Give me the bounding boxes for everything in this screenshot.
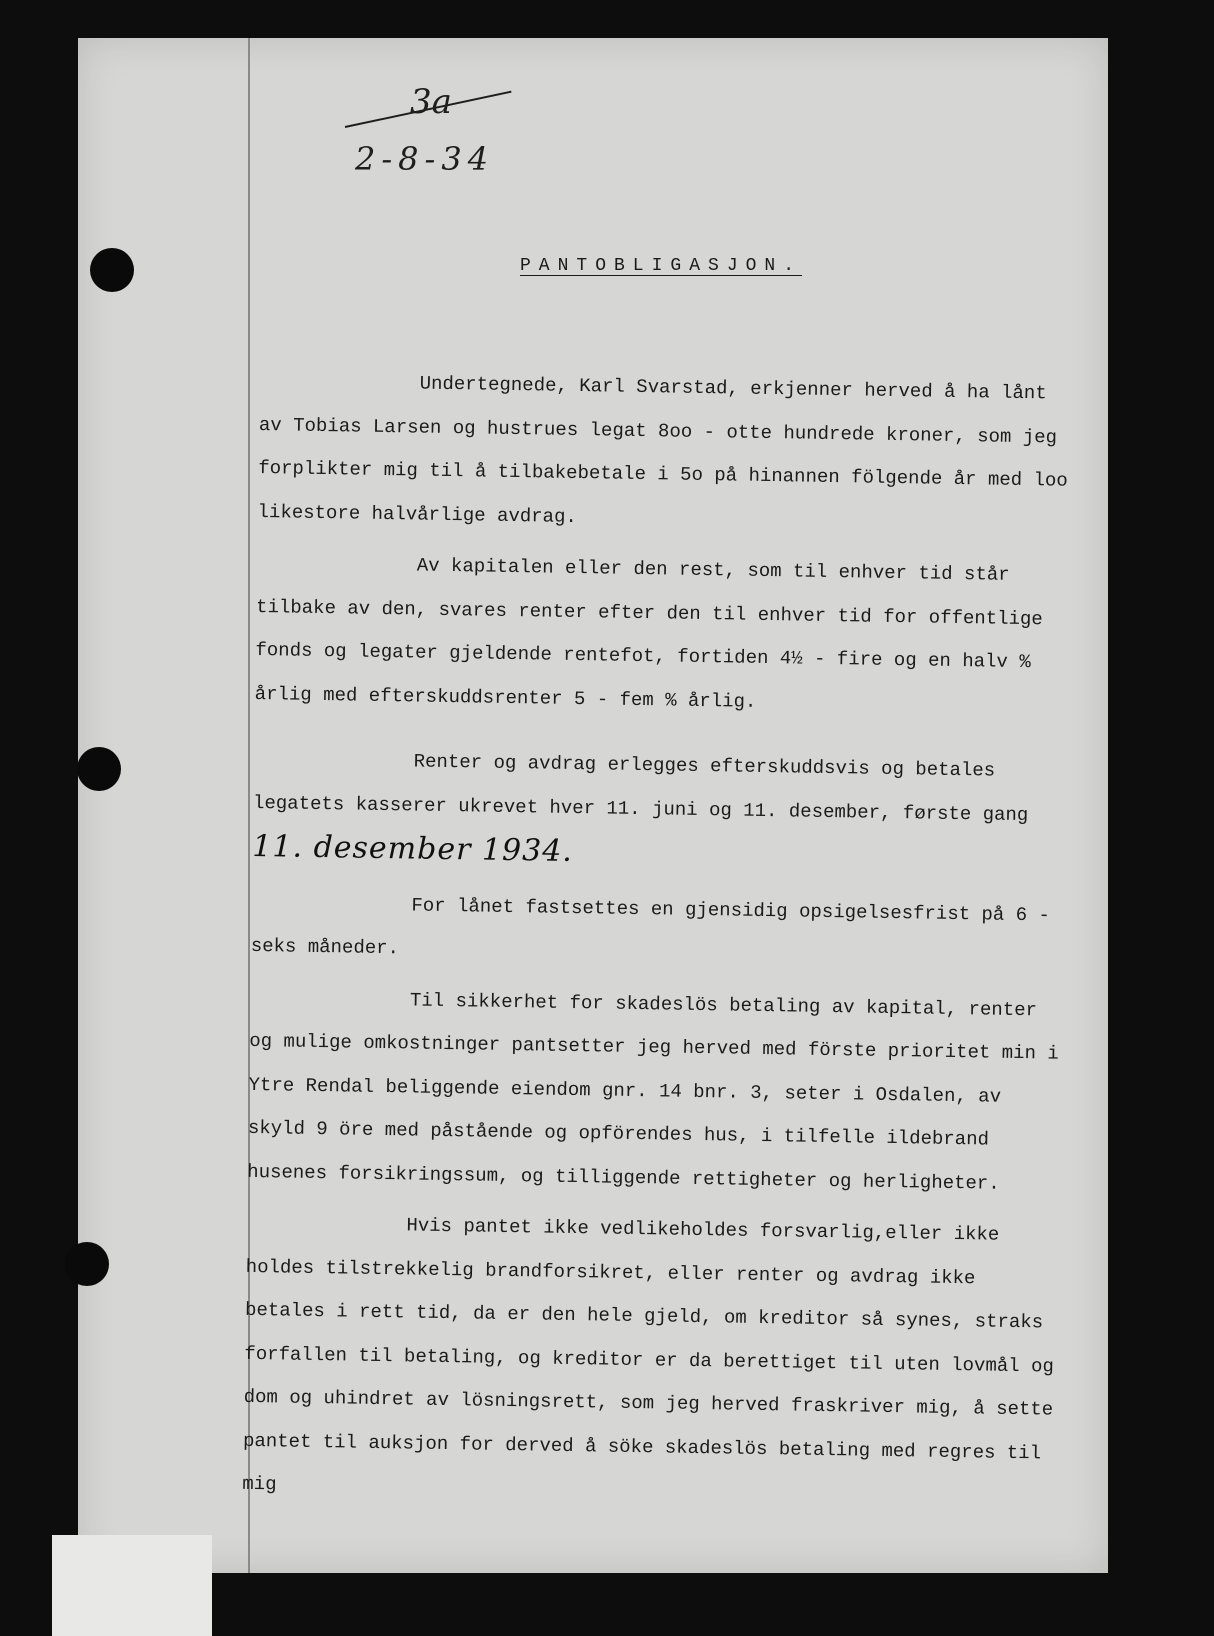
document-body: [242, 360, 1080, 1519]
paragraph-1: Undertegnede, Karl Svarstad, erkjenner herved å ha lånt av Tobias Larsen og hustrues legat 8oo - otte hundrede kroner, som jeg forplikter mig til å tilbakebetale i 5o på hinannen fölgende år med loo likestore halvårlige avdrag.: [257, 372, 1068, 528]
paragraph-6: Hvis pantet ikke vedlikeholdes forsvarlig,eller ikke holdes tilstrekkelig brandforsikret, eller renter og avdrag ikke betales i rett tid, da er den hele gjeld, om kreditor så synes, straks forfallen til betaling, og kreditor er da berettiget til uten lovmål og dom og uhindret av lösningsrett, som jeg herved fraskriver mig, å sette pantet til auksjon for derved å söke skadeslös betaling med regres til mig: [242, 1214, 1055, 1496]
document-title: PANTOBLIGASJON.: [520, 256, 803, 276]
paragraph-5: Til sikkerhet for skadeslös betaling av kapital, renter og mulige omkostninger pantsetter jeg herved med förste prioritet min i Ytre Rendal beliggende eiendom gnr. 14 bnr. 3, seter i Osdalen, av skyld 9 öre med påstående og opförendes hus, i tilfelle ildebrand husenes forsikringssum, og tilliggende rettigheter og herligheter.: [247, 988, 1059, 1195]
header-note-top: 3a: [410, 82, 452, 122]
paragraph-2: Av kapitalen eller den rest, som til enhver tid står tilbake av den, svares renter efter den til enhver tid for offentlige fonds og legater gjeldende rentefot, fortiden 4½ - fire og en halv % årlig med efterskuddsrenter 5 - fem % årlig.: [254, 554, 1043, 713]
punch-hole-bottom: [65, 1242, 109, 1286]
paper-tab: [52, 1535, 212, 1636]
punch-hole-middle: [77, 747, 121, 791]
punch-hole-top: [90, 248, 134, 292]
paragraph-3: [252, 738, 1074, 886]
paragraph-4: For lånet fastsettes en gjensidig opsigelsesfrist på 6 - seks måneder.: [250, 893, 1051, 960]
header-note-bottom: 2-8-34: [355, 140, 495, 178]
paragraph-3-text: Renter og avdrag erlegges efterskuddsvis og betales legatets kasserer ukrevet hver 11. juni og 11. desember, første gang: [252, 750, 1029, 826]
handwritten-date: 11. desember 1934.: [252, 828, 574, 869]
